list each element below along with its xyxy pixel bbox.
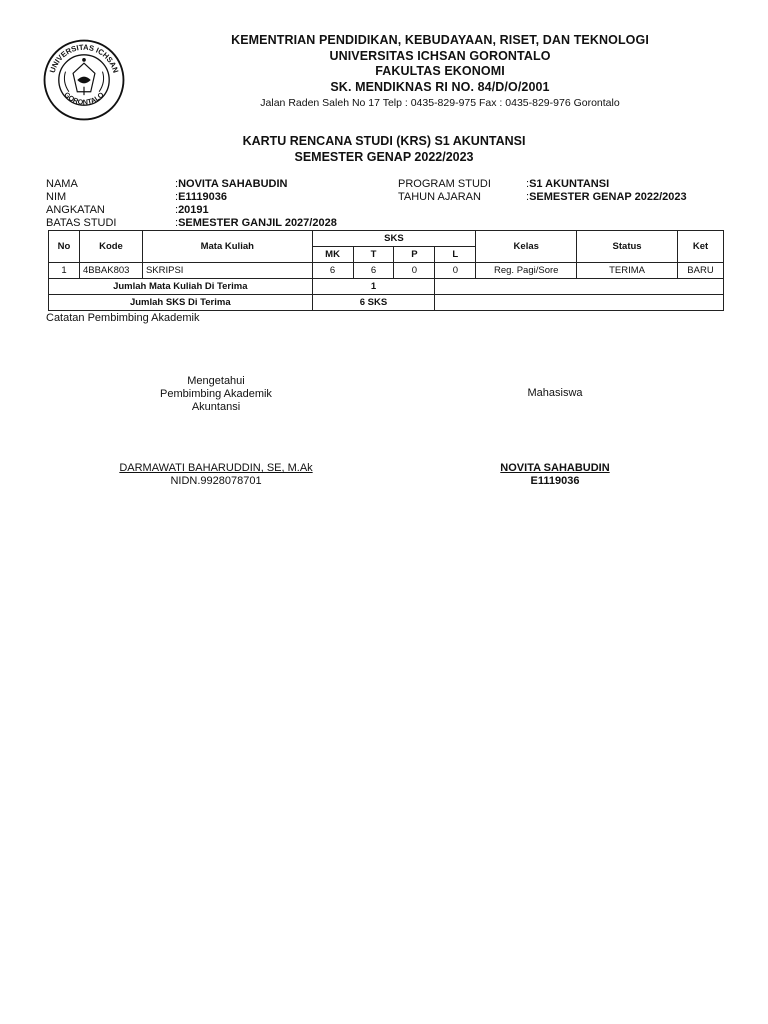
cell-status: TERIMA [577,263,678,279]
advisor-name-block [96,462,336,488]
info-separator: : [175,191,179,203]
title-line-1: KARTU RENCANA STUDI (KRS) S1 AKUNTANSI [242,134,526,148]
info-row-program-studi [398,178,687,191]
header-sks: SKS [312,231,476,247]
university-logo [42,38,126,122]
info-label: TAHUN AJARAN [398,191,481,203]
cell-p: 0 [394,263,435,279]
student-name-block [455,462,655,488]
advisor-name: DARMAWATI BAHARUDDIN, SE, M.Ak [119,462,313,474]
cell-kelas: Reg. Pagi/Sore [476,263,577,279]
info-row-nim [46,191,337,204]
info-separator: : [175,178,179,190]
university-name: UNIVERSITAS ICHSAN GORONTALO [329,48,551,63]
header-p: P [394,247,435,263]
student-info-right [398,178,687,204]
info-row-tahun-ajaran [398,191,687,204]
info-label: BATAS STUDI [46,217,117,229]
logo-ring-top-text: UNIVERSITAS ICHSAN [47,42,121,74]
header-no: No [49,231,80,263]
header-kode: Kode [79,231,142,263]
jumlah-sks-label: Jumlah SKS Di Terima [49,295,313,311]
info-separator: : [175,204,179,216]
tahun-ajaran: SEMESTER GENAP 2022/2023 [529,191,687,203]
info-label: ANGKATAN [46,204,105,216]
student-signature-name: NOVITA SAHABUDIN [500,462,610,474]
jumlah-mk-label: Jumlah Mata Kuliah Di Terima [49,279,313,295]
logo-ring-bottom-text: GORONTALO [62,90,106,107]
sig-left-line3: Akuntansi [191,401,241,413]
student-signature-nim: E1119036 [530,475,580,487]
info-label: NAMA [46,178,78,190]
header-mk: MK [312,247,353,263]
krs-table [48,230,724,311]
jumlah-sks-value: 6 SKS [312,295,435,311]
header-status: Status [577,231,678,263]
signature-student [455,387,655,400]
header-t: T [353,247,394,263]
letterhead [150,33,730,111]
summary-row-sks [49,295,724,311]
summary-row-mk [49,279,724,295]
student-name: NOVITA SAHABUDIN [178,178,288,190]
info-row-nama [46,178,337,191]
info-label: PROGRAM STUDI [398,178,491,190]
info-label: NIM [46,191,67,203]
university-address: Jalan Raden Saleh No 17 Telp : 0435-829-975 Fax : 0435-829-976 Gorontalo [260,97,620,109]
cell-mk: 6 [312,263,353,279]
title-line-2: SEMESTER GENAP 2022/2023 [294,150,474,164]
cell-kode: 4BBAK803 [79,263,142,279]
student-nim: E1119036 [178,191,228,203]
decree-number: SK. MENDIKNAS RI NO. 84/D/O/2001 [330,79,550,94]
info-separator: : [526,191,530,203]
sig-left-line2: Pembimbing Akademik [160,388,272,400]
info-row-angkatan [46,204,337,217]
student-info-left [46,178,337,230]
header-mata-kuliah: Mata Kuliah [142,231,312,263]
table-header-row [49,231,724,247]
cell-no: 1 [49,263,80,279]
header-l: L [435,247,476,263]
document-title [0,133,768,165]
summary-empty-cell [435,279,724,295]
faculty-name: FAKULTAS EKONOMI [375,64,505,78]
info-separator: : [526,178,530,190]
student-angkatan: 20191 [178,204,209,216]
ministry-name: KEMENTRIAN PENDIDIKAN, KEBUDAYAAN, RISET, DAN TEKNOLOGI [231,33,649,47]
sig-left-line1: Mengetahui [187,375,245,387]
student-batas-studi: SEMESTER GANJIL 2027/2028 [178,217,337,229]
table-row [49,263,724,279]
advisor-nidn: NIDN.9928078701 [170,475,262,487]
sig-right-line1: Mahasiswa [527,387,583,399]
jumlah-mk-value: 1 [312,279,435,295]
cell-mata-kuliah: SKRIPSI [142,263,312,279]
cell-l: 0 [435,263,476,279]
header-ket: Ket [678,231,724,263]
info-row-batas-studi [46,217,337,230]
summary-empty-cell [435,295,724,311]
cell-t: 6 [353,263,394,279]
cell-ket: BARU [678,263,724,279]
info-separator: : [175,217,179,229]
catatan-label: Catatan Pembimbing Akademik [46,312,200,324]
program-studi: S1 AKUNTANSI [529,178,610,190]
header-kelas: Kelas [476,231,577,263]
signature-advisor [96,375,336,414]
